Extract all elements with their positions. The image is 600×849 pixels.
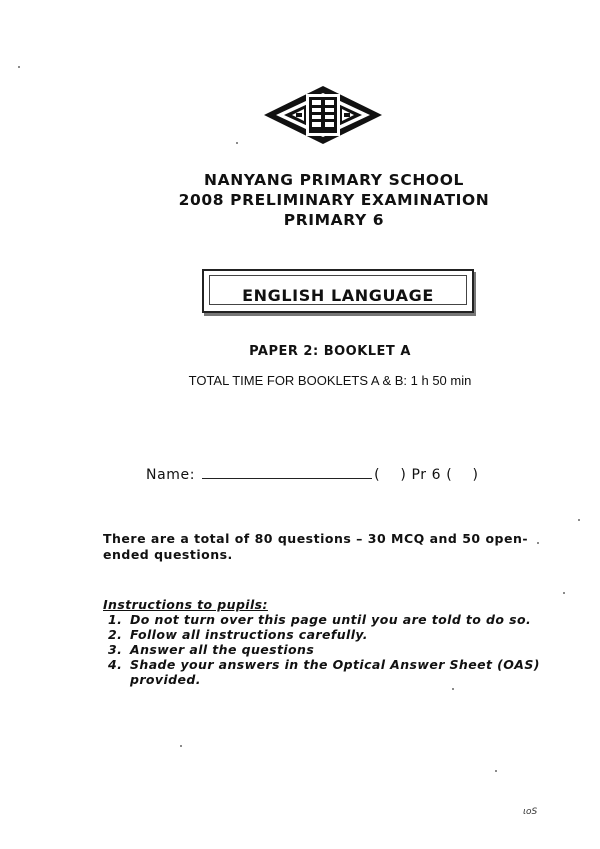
instruction-text: Do not turn over this page until you are told to do so. <box>130 612 532 627</box>
school-title <box>0 170 600 230</box>
scan-speck <box>236 142 238 144</box>
name-field-row <box>146 464 479 483</box>
instruction-item <box>108 657 588 687</box>
level: PRIMARY 6 <box>283 211 385 229</box>
instructions-heading: Instructions to pupils: <box>103 597 268 612</box>
total-time: TOTAL TIME FOR BOOKLETS A & B: 1 h 50 min <box>188 373 472 388</box>
school-name: NANYANG PRIMARY SCHOOL <box>204 171 464 189</box>
class-label: ) Pr 6 ( <box>400 467 453 483</box>
school-crest-icon <box>262 84 384 146</box>
scan-speck <box>563 592 565 594</box>
instruction-number: 2. <box>108 627 123 642</box>
scan-speck <box>578 519 580 521</box>
name-label: Name: <box>146 467 196 483</box>
subject-title: ENGLISH LANGUAGE <box>242 286 434 305</box>
scan-speck <box>495 770 497 772</box>
scan-speck <box>537 542 539 544</box>
instructions-list <box>108 612 588 687</box>
instruction-text: Follow all instructions carefully. <box>130 627 368 642</box>
scan-speck <box>452 688 454 690</box>
scan-speck <box>180 745 182 747</box>
instruction-text: Answer all the questions <box>130 642 315 657</box>
instruction-number: 3. <box>108 642 123 657</box>
index-paren-open: ( <box>374 467 381 483</box>
instruction-text: Shade your answers in the Optical Answer Sheet (OAS) provided. <box>130 657 540 687</box>
instruction-item <box>108 627 588 642</box>
name-blank[interactable] <box>202 464 372 479</box>
instruction-item <box>108 612 588 627</box>
instruction-item <box>108 642 588 657</box>
paper-title: PAPER 2: BOOKLET A <box>249 344 411 359</box>
page-mark: ιοS <box>523 807 538 817</box>
scan-speck <box>18 66 20 68</box>
instruction-number: 4. <box>108 657 123 672</box>
class-paren-close: ) <box>472 467 479 483</box>
instruction-number: 1. <box>108 612 123 627</box>
subject-box <box>202 269 474 313</box>
exam-name: 2008 PRELIMINARY EXAMINATION <box>178 191 490 209</box>
total-questions-note: There are a total of 80 questions – 30 MCQ and 50 open-ended questions. <box>103 531 529 562</box>
